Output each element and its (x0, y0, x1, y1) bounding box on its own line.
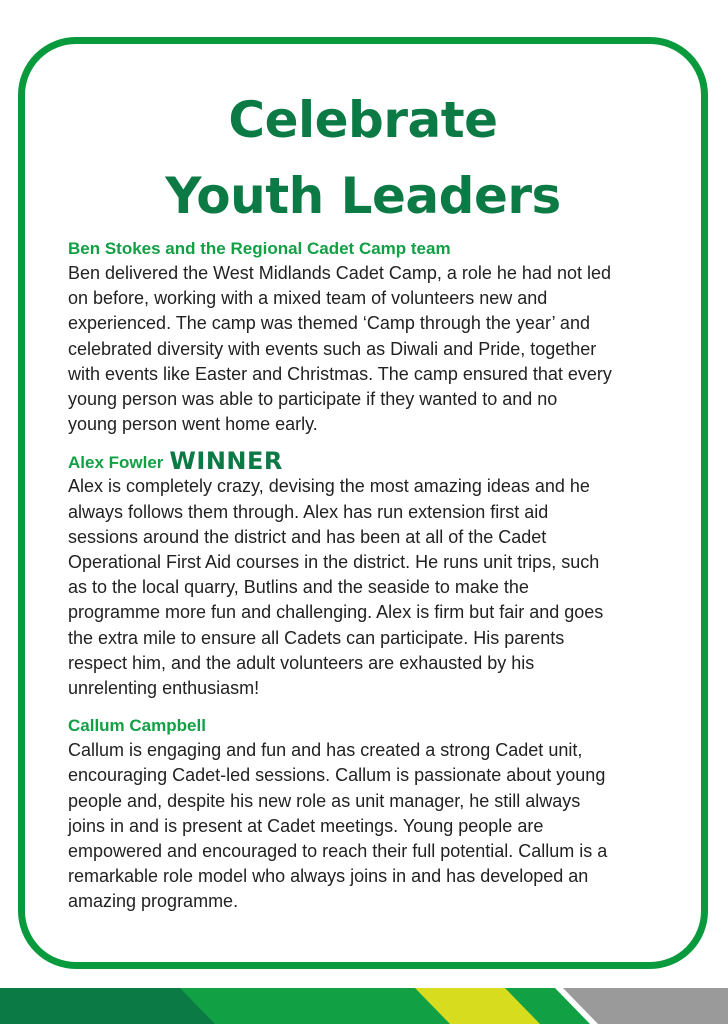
description-line: Alex is completely crazy, devising the most amazing ideas and he (68, 476, 590, 497)
nominee-entry-callum-campbell (68, 713, 668, 914)
description-line: remarkable role model who always joins in and has developed an (68, 866, 589, 887)
nominee-description (68, 738, 668, 914)
nominee-description (68, 474, 668, 701)
nominee-name: Ben Stokes and the Regional Cadet Camp team (68, 239, 451, 258)
nominee-description (68, 261, 668, 437)
stripe-green (180, 988, 460, 1024)
nominee-name: Alex Fowler (68, 453, 164, 473)
description-line: encouraging Cadet-led sessions. Callum is passionate about young (68, 765, 606, 786)
nominee-name: Callum Campbell (68, 716, 206, 736)
description-line: with events like Easter and Christmas. The camp ensured that every (68, 363, 612, 384)
description-line: Callum is engaging and fun and has created a strong Cadet unit, (68, 740, 583, 761)
description-line: unrelenting enthusiasm! (68, 678, 260, 699)
description-line: young person was able to participate if they wanted to and no (68, 389, 558, 410)
description-line: experienced. The camp was themed ‘Camp through the year’ and (68, 313, 590, 334)
description-line: sessions around the district and has been at all of the Cadet (68, 526, 547, 547)
winner-badge: WINNER (169, 447, 283, 476)
title-line-1: Celebrate (228, 91, 498, 149)
page-title (18, 82, 708, 234)
description-line: amazing programme. (68, 891, 239, 912)
description-line: the extra mile to ensure all Cadets can participate. His parents (68, 627, 565, 648)
description-line: programme more fun and challenging. Alex is firm but fair and goes (68, 602, 604, 623)
description-line: celebrated diversity with events such as Diwali and Pride, together (68, 338, 597, 359)
description-line: young person went home early. (68, 414, 318, 435)
description-line: as to the local quarry, Butlins and the seaside to make the (68, 577, 529, 598)
nominee-entry-ben-stokes (68, 236, 668, 437)
description-line: empowered and encouraged to reach their full potential. Callum is a (68, 841, 608, 862)
description-line: Operational First Aid courses in the district. He runs unit trips, such (68, 552, 600, 573)
description-line: people and, despite his new role as unit manager, he still always (68, 790, 581, 811)
description-line: respect him, and the adult volunteers are exhausted by his (68, 652, 535, 673)
description-line: on before, working with a mixed team of volunteers new and (68, 288, 548, 309)
nominee-list (68, 236, 668, 915)
description-line: always follows them through. Alex has run extension first aid (68, 501, 549, 522)
title-line-2: Youth Leaders (165, 167, 561, 225)
description-line: joins in and is present at Cadet meetings. Young people are (68, 815, 544, 836)
footer-stripe-banner (0, 988, 728, 1024)
description-line: Ben delivered the West Midlands Cadet Camp, a role he had not led (68, 263, 611, 283)
nominee-entry-alex-fowler (68, 449, 668, 701)
nominee-name-row (68, 449, 668, 474)
